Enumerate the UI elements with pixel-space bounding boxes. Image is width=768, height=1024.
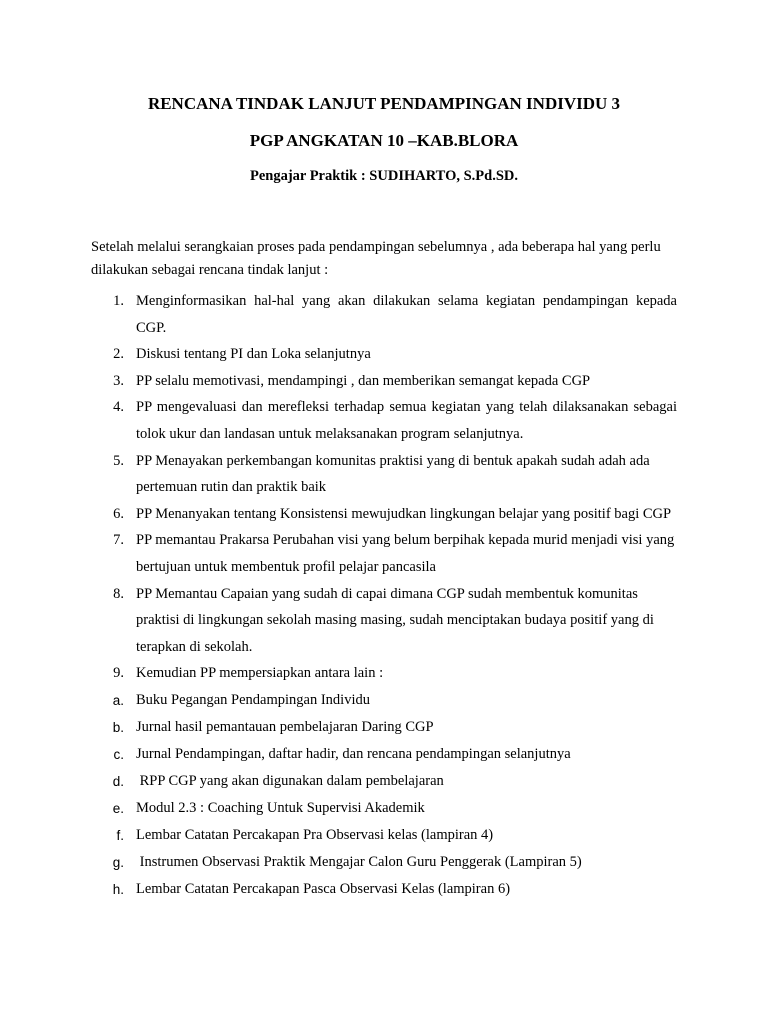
list-item	[0, 448, 768, 501]
list-marker: 8.	[113, 585, 124, 602]
list-item-text: Buku Pegangan Pendampingan Individu	[136, 691, 370, 708]
list-item	[0, 876, 768, 903]
list-item	[0, 581, 768, 661]
list-item-text: RPP CGP yang akan digunakan dalam pembelajaran	[136, 772, 444, 789]
list-item	[0, 368, 768, 395]
list-item	[0, 288, 768, 341]
document-title: RENCANA TINDAK LANJUT PENDAMPINGAN INDIVIDU 3	[147, 94, 621, 113]
list-item-text: PP selalu memotivasi, mendampingi , dan memberikan semangat kepada CGP	[136, 372, 591, 389]
list-marker: 1.	[113, 293, 124, 309]
list-marker: 2.	[113, 346, 124, 363]
intro-paragraph: Setelah melalui serangkaian proses pada pendampingan sebelumnya , ada beberapa hal yang perlu dilakukan sebagai rencana tindak lanjut :	[91, 239, 661, 278]
list-marker: 9.	[113, 665, 124, 682]
list-marker: a.	[112, 692, 124, 708]
list-marker: 6.	[113, 505, 124, 522]
list-item-text: PP Menayakan perkembangan komunitas praktisi yang di bentuk apakah sudah adah ada pertemuan rutin dan praktik baik	[136, 452, 650, 496]
list-marker: 3.	[113, 372, 124, 389]
list-item-text: PP Menanyakan tentang Konsistensi mewujudkan lingkungan belajar yang positif bagi CGP	[136, 505, 672, 522]
list-item	[0, 660, 768, 687]
list-item	[0, 795, 768, 822]
list-marker: h.	[112, 881, 124, 897]
list-item	[0, 714, 768, 741]
list-marker: e.	[112, 800, 124, 816]
list-item-text: Lembar Catatan Percakapan Pasca Observasi Kelas (lampiran 6)	[136, 880, 511, 897]
list-item-text: PP Memantau Capaian yang sudah di capai dimana CGP sudah membentuk komunitas praktisi di lingkungan sekolah masing masing, sudah menciptakan budaya positif yang di terapkan di sekolah.	[136, 585, 654, 655]
list-item	[0, 741, 768, 768]
list-item-text: Modul 2.3 : Coaching Untuk Supervisi Akademik	[136, 799, 425, 816]
list-marker: b.	[112, 719, 124, 735]
list-item-text: Instrumen Observasi Praktik Mengajar Calon Guru Penggerak (Lampiran 5)	[136, 853, 582, 870]
document-subtitle: PGP ANGKATAN 10 –KAB.BLORA	[249, 131, 519, 150]
list-item	[0, 849, 768, 876]
list-marker: g.	[112, 854, 124, 870]
list-item-text: PP mengevaluasi dan merefleksi terhadap semua kegiatan yang telah dilaksanakan sebagai tolok ukur dan landasan untuk melaksanakan program selanjutnya.	[136, 399, 677, 442]
list-marker: 5.	[113, 452, 124, 469]
list-marker: f.	[116, 827, 124, 843]
list-item	[0, 768, 768, 795]
list-item-text: Menginformasikan hal-hal yang akan dilakukan selama kegiatan pendampingan kepada CGP.	[136, 293, 677, 336]
list-marker: c.	[113, 746, 124, 762]
list-item-text: Diskusi tentang PI dan Loka selanjutnya	[136, 346, 371, 363]
list-item-text: Jurnal Pendampingan, daftar hadir, dan rencana pendampingan selanjutnya	[136, 745, 571, 762]
list-marker: d.	[112, 773, 124, 789]
list-item	[0, 341, 768, 368]
list-marker: 4.	[113, 399, 124, 416]
action-list	[0, 288, 768, 903]
list-item	[0, 527, 768, 580]
list-item-text: Kemudian PP mempersiapkan antara lain :	[136, 665, 384, 682]
list-marker: 7.	[113, 532, 124, 549]
list-item-text: Lembar Catatan Percakapan Pra Observasi kelas (lampiran 4)	[136, 826, 494, 843]
list-item	[0, 501, 768, 528]
list-item	[0, 822, 768, 849]
instructor-line: Pengajar Praktik : SUDIHARTO, S.Pd.SD.	[249, 168, 519, 184]
list-item-text: Jurnal hasil pemantauan pembelajaran Daring CGP	[136, 718, 434, 735]
list-item	[0, 394, 768, 447]
list-item	[0, 687, 768, 714]
list-item-text: PP memantau Prakarsa Perubahan visi yang belum berpihak kepada murid menjadi visi yang bertujuan untuk membentuk profil pelajar pancasila	[136, 532, 675, 575]
